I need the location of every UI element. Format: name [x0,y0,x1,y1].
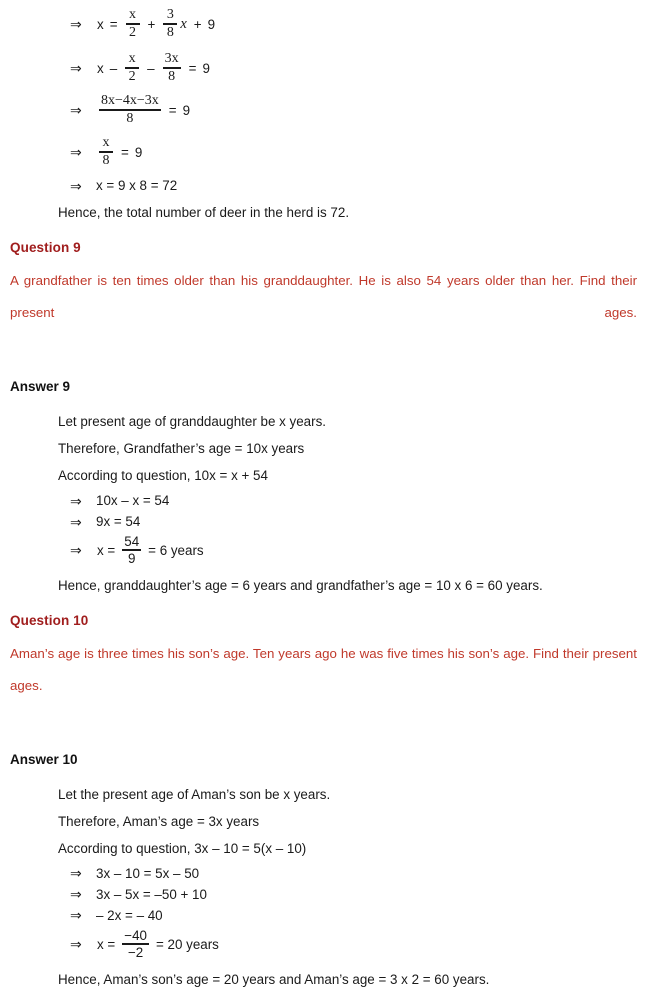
question-9-heading: Question 9 [10,240,81,255]
answer-line: Let present age of granddaughter be x years. [58,414,326,429]
fraction [99,94,161,126]
fraction-denominator: 8 [102,153,110,168]
fraction-numerator: x [128,51,136,66]
answer8-equation-block [0,8,647,220]
implies-icon: ⇒ [70,102,82,118]
answer-9-conclusion: Hence, granddaughter’s age = 6 years and grandfather’s age = 10 x 6 = 60 years. [58,577,543,593]
fraction-numerator: 54 [124,534,140,549]
answer-line: Let the present age of Aman’s son be x years. [58,786,331,802]
equation-expression: x – $\frac{x}{2}$ – $\frac{3x}{8}$ = 9 [97,51,210,84]
equation-row [70,535,647,566]
fraction-denominator: 2 [129,25,137,40]
implies-icon: ⇒ [70,865,82,882]
fraction-denominator: 2 [128,69,136,84]
implies-icon: ⇒ [70,177,82,194]
answer-line: According to question, 3x – 10 = 5(x – 10) [58,840,307,856]
equation-expression: 9x = 54 [96,514,141,529]
answer-line: According to question, 10x = x + 54 [58,468,268,483]
answer-10-body [0,781,647,987]
implies-icon: ⇒ [70,936,82,953]
fraction-denominator: 8 [168,69,176,84]
fraction-denominator: 8 [126,111,134,126]
question-10-text: Aman’s age is three times his son’s age. Ten years ago he was five times his son’s age. Find their present ages. [10,645,637,693]
equation-row [70,929,647,960]
fraction [163,52,181,84]
answer-10-heading: Answer 10 [10,751,78,767]
equation-lhs: x = [97,936,116,952]
fraction-numerator: 8x−4x−3x [101,93,159,108]
answer-line: Therefore, Aman’s age = 3x years [58,813,260,829]
fraction [125,52,139,84]
equation-expression [96,929,220,960]
equation-row [70,8,647,40]
implies-icon: ⇒ [70,60,82,76]
answer-9-heading: Answer 9 [10,379,71,394]
question-9-text: A grandfather is ten times older than his granddaughter. He is also 54 years older than her. Find their present ages. [10,273,637,320]
fraction [99,136,113,168]
question-10-heading: Question 10 [10,612,89,628]
variable-x: x [180,15,187,32]
fraction-numerator: x [102,135,110,150]
fraction-denominator: 9 [127,551,136,567]
equation-row [70,52,647,84]
fraction [126,8,140,40]
answer-10-conclusion: Hence, Aman’s son’s age = 20 years and Aman’s age = 3 x 2 = 60 years. [58,971,490,987]
answer-line: Therefore, Grandfather’s age = 10x years [58,441,305,456]
fraction [163,8,177,40]
implies-icon: ⇒ [70,492,82,509]
equation-expression: x = 9 x 8 = 72 [96,178,178,193]
equation-rhs: = 20 years [155,936,219,952]
equation-row [70,887,647,902]
equation-expression: $\frac{8x-4x-3x}{8}$ = 9 [101,93,191,126]
equation-row [70,908,647,923]
fraction-numerator: 3 [166,7,174,22]
equation-row [70,178,647,193]
implies-icon: ⇒ [70,144,82,160]
equation-expression: – 2x = – 40 [96,907,163,923]
equation-expression: $\frac{x}{8}$ = 9 [96,136,143,168]
fraction [122,929,149,960]
equation-row [70,514,647,529]
equation-row [70,136,647,168]
equation-row [70,866,647,881]
equation-expression: 10x – x = 54 [96,493,170,508]
equation-expression: 3x – 5x = –50 + 10 [96,886,207,902]
equation-rhs: = 6 years [148,542,204,558]
fraction-denominator: −2 [127,945,144,961]
implies-icon: ⇒ [70,513,82,530]
implies-icon: ⇒ [70,542,82,559]
implies-icon: ⇒ [70,886,82,903]
fraction-numerator: 3x [164,51,179,66]
fraction-numerator: −40 [124,927,147,943]
equation-row [70,94,647,126]
fraction-denominator: 8 [166,25,174,40]
answer-9-body [0,408,647,593]
equation-lhs: x = [97,542,116,558]
equation-expression: x = $\frac{x}{2}$ + $\frac{3}{8}$ x + 9 [97,7,216,40]
answer8-conclusion: Hence, the total number of deer in the herd is 72. [58,205,350,220]
equation-expression [96,535,205,566]
implies-icon: ⇒ [70,907,82,924]
fraction [122,535,141,566]
fraction-numerator: x [129,7,137,22]
implies-icon: ⇒ [70,16,82,32]
equation-expression: 3x – 10 = 5x – 50 [96,865,200,881]
equation-row [70,493,647,508]
